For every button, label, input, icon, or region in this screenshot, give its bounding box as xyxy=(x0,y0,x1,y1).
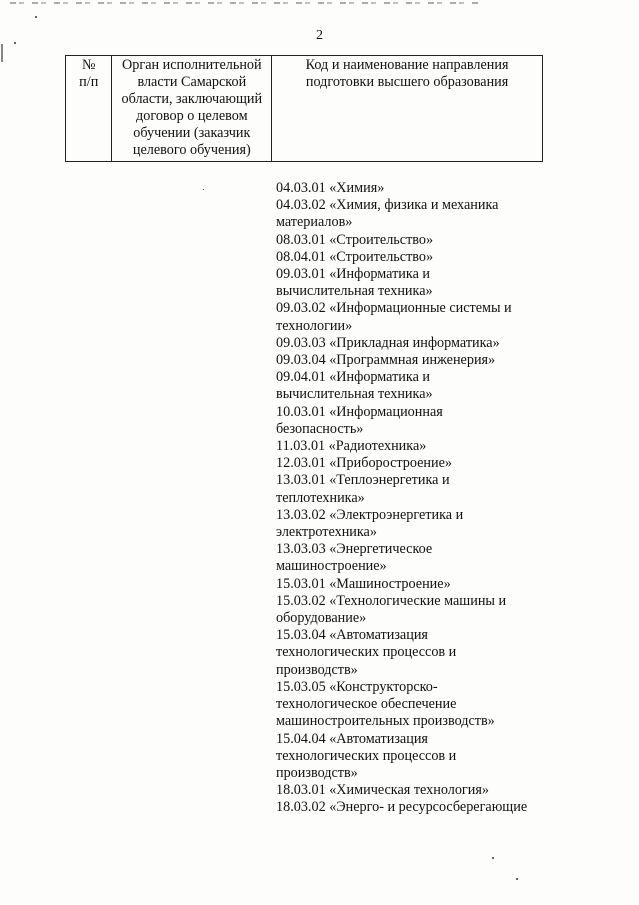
header-cell-code xyxy=(272,56,543,162)
list-item: 13.03.03 «Энергетическое машиностроение» xyxy=(276,541,433,575)
list-item: 15.04.04 «Автоматизация технологических процессов и производств» xyxy=(276,730,457,781)
header-table xyxy=(65,55,543,162)
list-item: 15.03.01 «Машиностроение» xyxy=(276,575,451,592)
list-item: 09.04.01 «Информатика и вычислительная техника» xyxy=(276,369,433,403)
list-item: 09.03.01 «Информатика и вычислительная техника» xyxy=(276,266,433,300)
list-item: 15.03.05 «Конструкторско- технологическое обеспечение машиностроительных производств» xyxy=(276,678,495,730)
scan-artifact-dot xyxy=(203,189,204,190)
list-item: 09.03.04 «Программная инженерия» xyxy=(276,352,496,369)
list-item: 15.03.04 «Автоматизация технологических процессов и производств» xyxy=(276,627,457,678)
list-item: 12.03.01 «Приборостроение» xyxy=(276,455,452,472)
list-item: 10.03.01 «Информационная безопасность» xyxy=(276,403,443,437)
list-item: 15.03.02 «Технологические машины и оборудование» xyxy=(276,592,507,627)
list-item: 13.03.01 «Теплоэнергетика и теплотехника» xyxy=(276,472,450,506)
list-item: 08.04.01 «Строительство» xyxy=(276,248,434,265)
list-item: 11.03.01 «Радиотехника» xyxy=(276,438,427,455)
list-item: 13.03.02 «Электроэнергетика и электротехника» xyxy=(276,506,464,541)
list-item: 08.03.01 «Строительство» xyxy=(276,231,434,248)
scan-artifact-dot xyxy=(35,16,37,18)
scan-artifact-dot xyxy=(492,857,494,859)
header-cell-number xyxy=(66,56,112,162)
scan-artifact-bar xyxy=(1,44,3,62)
header-organ-label: Орган исполнительной власти Самарской области, заключающий договор о целевом обучении (заказчик целевого обучения) xyxy=(121,57,263,158)
scan-artifact-dot xyxy=(516,878,518,880)
list-item: 04.03.02 «Химия, физика и механика материалов» xyxy=(276,197,499,231)
header-cell-organ xyxy=(112,56,272,162)
education-codes-list xyxy=(276,180,546,817)
list-item: 09.03.03 «Прикладная информатика» xyxy=(276,334,500,351)
list-item: 18.03.01 «Химическая технология» xyxy=(276,782,489,799)
page-number: 2 xyxy=(316,28,323,43)
list-item: 09.03.02 «Информационные системы и технологии» xyxy=(276,300,512,334)
header-number-label: № п/п xyxy=(79,57,99,90)
table-header-row xyxy=(66,56,543,162)
list-item: 18.03.02 «Энерго- и ресурсосберегающие xyxy=(276,799,528,816)
list-item: 04.03.01 «Химия» xyxy=(276,180,385,196)
header-code-label: Код и наименование направления подготовки высшего образования xyxy=(305,57,509,90)
scan-artifact-line xyxy=(10,2,480,4)
